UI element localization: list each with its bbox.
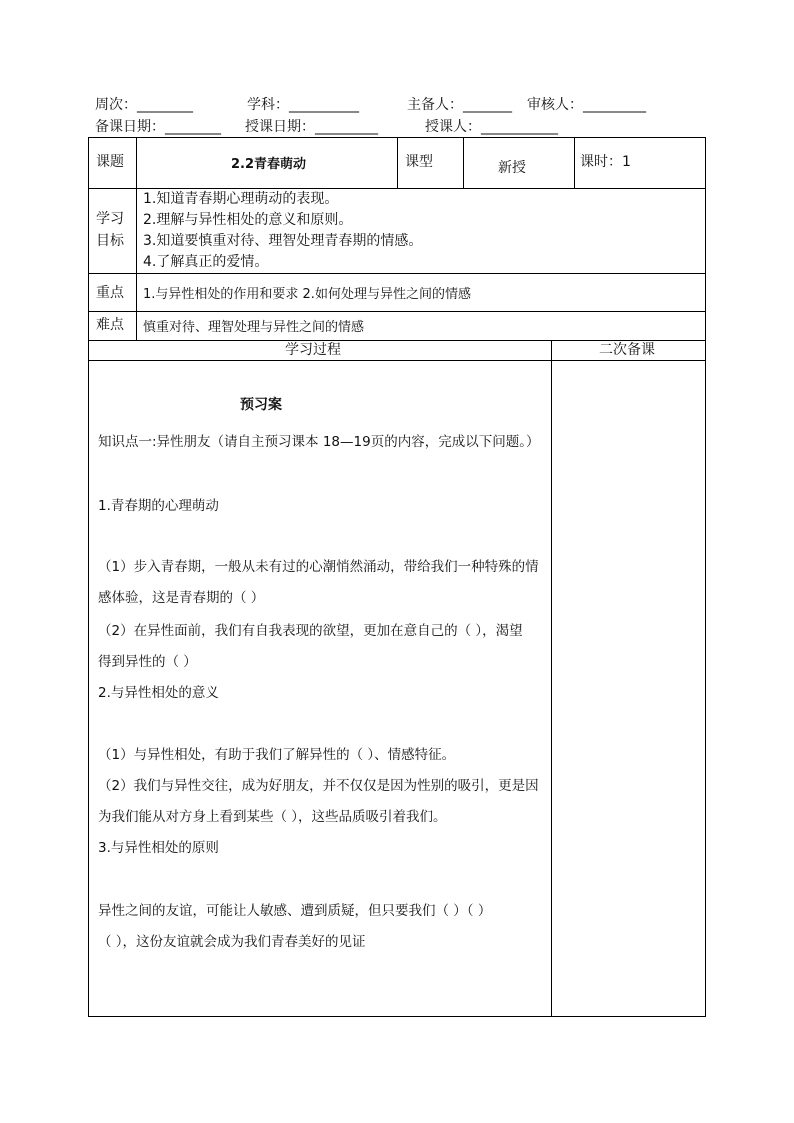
paragraph-line: 感体验，这是青春期的（ ） [98,590,265,606]
reviewer-field: 审核人：_________ [527,97,646,113]
paragraph-line: （ ），这份友谊就会成为我们青春美好的见证 [98,934,366,950]
difficulty-label: 难点 [96,317,124,333]
preparer-field: 主备人：_______ [407,97,512,113]
topic-value: 2.2青春萌动 [231,157,307,172]
paragraph-line: （2）在异性面前，我们有自我表现的欲望，更加在意自己的（ ），渴望 [98,623,523,639]
goal-item: 1.知道青春期心理萌动的表现。 [143,191,339,207]
week-field: 周次：________ [95,97,193,113]
goals-label-line-2: 目标 [96,233,124,249]
subject-field: 学科：__________ [247,97,359,113]
type-label: 课型 [405,154,433,170]
difficulty-value: 慎重对待、理智处理与异性之间的情感 [143,320,365,335]
type-value: 新授 [498,160,526,176]
teach-date-field: 授课日期：_________ [245,119,378,135]
key-point-label: 重点 [96,285,124,301]
section-title: 预习案 [240,397,282,413]
section-heading: 2.与异性相处的意义 [98,685,219,701]
lesson-table [88,137,706,1017]
period-value: 课时：1 [580,154,631,170]
goal-item: 3.知道要慎重对待、理智处理青春期的情感。 [143,233,423,249]
paragraph-line: 为我们能从对方身上看到某些（ ），这些品质吸引着我们。 [98,809,447,825]
goal-item: 4.了解真正的爱情。 [143,254,269,270]
paragraph-line: （2）我们与异性交往，成为好朋友，并不仅仅是因为性别的吸引，更是因 [98,778,539,794]
knowledge-intro: 知识点一:异性朋友（请自主预习课本 18—19页的内容，完成以下问题。） [98,434,540,450]
paragraph-line: 得到异性的（ ） [98,654,197,670]
prep-date-field: 备课日期：________ [95,119,221,135]
process-header: 学习过程 [285,342,341,358]
section-heading: 1.青春期的心理萌动 [98,498,219,514]
paragraph-line: 异性之间的友谊，可能让人敏感、遭到质疑，但只要我们（ ）（ ） [98,903,492,919]
key-point-value: 1.与异性相处的作用和要求 2.如何处理与异性之间的情感 [143,287,471,302]
goal-item: 2.理解与异性相处的意义和原则。 [143,212,353,228]
goals-label-line-1: 学习 [96,211,124,227]
paragraph-line: （1）与异性相处，有助于我们了解异性的（ ）、情感特征。 [98,747,456,763]
paragraph-line: （1）步入青春期，一般从未有过的心潮悄然涌动，带给我们一种特殊的情 [98,559,539,575]
topic-label: 课题 [96,154,124,170]
second-prep-header: 二次备课 [599,342,655,358]
section-heading: 3.与异性相处的原则 [98,840,219,856]
teacher-field: 授课人：___________ [425,119,558,135]
